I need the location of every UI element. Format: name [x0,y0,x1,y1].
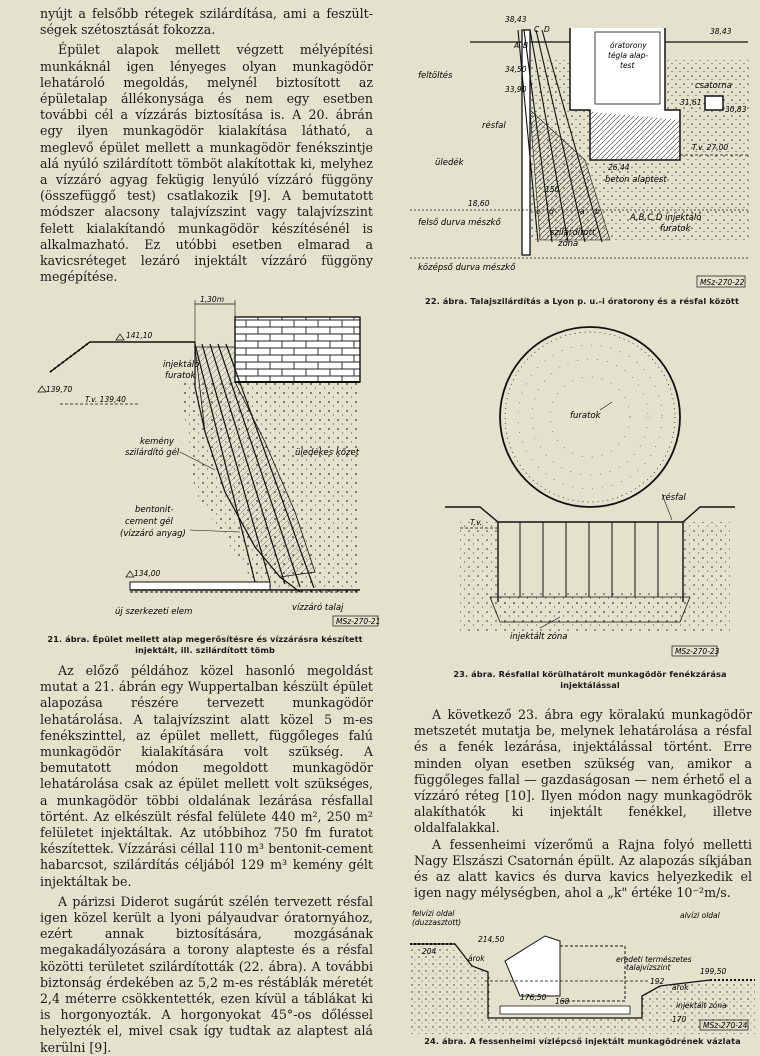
label: test [620,61,635,70]
label: d [549,207,554,216]
figure-22 [410,10,755,295]
label: B [523,41,529,50]
paragraph: A következő 23. ábra egy köralakú munkagödör metszetét mutatja be, melynek lehatárolása a résfal és a fenék lezárása, injektálással történt. Erre minden olyan esetben szükség van, amikor a függőleges fallal — gazdaságosan — nem érhető el a vízzáró réteg [10]. Ilyen módon nagy munkagödrök alakíthatók ki injektált fenékkel, illetve oldalfalakkal. [414,707,752,836]
label: C [534,25,540,34]
label: felvízi oldal [412,909,455,918]
left-bottom-text [40,663,373,1056]
label: óratorony [610,41,647,50]
label: új szerkezeti elem [115,607,193,617]
label: csatorna [695,81,732,91]
label: injektált zóna [510,632,568,642]
label: furatok [570,411,601,421]
figure-22-caption: 22. ábra. Talajszilárdítás a Lyon p. u.-i óratorony és a résfal között [425,296,739,306]
paragraph: A fessenheimi vízerőmű a Rajna folyó melletti Nagy Elszászi Csatornán épült. Az alapozás síkjában és az alatt kavics és durva kavics helyezkedik el igen nagy mélységben, ahol a „k" értéke 10⁻²m/s. [414,836,752,901]
level-label: 30,83 [725,105,747,114]
label: beton alaptest [605,175,667,185]
label: feltöltés [418,71,453,81]
label: (duzzasztott) [412,918,462,927]
label: 150 [545,185,560,194]
figure-24-caption: 24. ábra. A fessenheimi vízlépcső injektált munkagödrének vázlata [424,1036,741,1046]
level-label: 26,44 [608,163,630,172]
label: (vízzáró anyag) [120,529,186,539]
figure-21-caption: 21. ábra. Épület mellett alap megerősítésre és vízzárásra készített injektált, ill. szilárdított tömb [47,634,363,655]
label: üledék [435,158,464,168]
level-label: T.v. 139,40 [85,395,126,404]
paragraph: nyújt a felsőbb rétegek szilárdítása, ami a feszült-ségek szétosztását fokozza. [40,6,373,38]
label: eredeti természetes [616,955,692,964]
figure-code: MSz-270-22 [700,278,745,287]
label: b [595,207,600,216]
label: felső durva mészkő [418,218,501,228]
figure-23-caption: 23. ábra. Résfallal körülhatárolt munkagödör fenékzárása injektálással [453,669,727,690]
label: tégla alap- [608,51,649,60]
level-label: 192 [650,977,665,986]
label: cement gél [125,517,173,527]
label: árok [672,983,689,992]
left-top-text [40,6,373,285]
figure-21 [30,292,380,627]
label: szilárdító gél [125,448,180,458]
level-label: 176,50 [520,993,547,1002]
label: vízzáró talaj [292,603,344,613]
label: furatok [660,224,691,234]
figure-code: MSz-270-24 [703,1021,748,1030]
label: D [544,25,550,34]
label: injektált zóna [676,1001,727,1010]
figure-21-drawing [30,292,380,627]
level-label: 199,50 [700,967,727,976]
level-label: T.v. 27,00 [692,143,729,152]
label: kemény [140,437,175,447]
level-label: 141,10 [126,331,153,340]
label: A,B,C,D injektáló [630,213,702,223]
label: középső durva mészkő [418,263,516,273]
level-label: 31,61 [680,98,702,107]
right-bottom-text [414,707,752,901]
figure-23 [440,322,740,662]
figure-code: MSz-270-21 [336,617,380,626]
level-label: 168 [555,997,570,1006]
label: bentonit- [135,505,174,515]
label: A [514,41,520,50]
level-label: 34,50 [505,65,527,74]
label: a [580,207,585,216]
paragraph: A párizsi Diderot sugárút szélén tervezett résfal igen közel került a lyoni pályaudvar óratornyához, ezért annak biztosítására, mozgásának megakadályozására a torony alapteste és a résfal közötti területet szilárdították (22. ábra). A további biztonság érdekében az 5,2 m-es réstáblák méretét 2,4 méterre csökkentették, ezen kívül a táblákat ki is horgonyozták. A horgonyokat 45°-os dőléssel helyezték el, mivel csak így tudtak az alaptest alá kerülni [9]. [40,893,373,1055]
figure-24-drawing [410,906,755,1034]
level-label: 18,60 [468,199,490,208]
figure-22-drawing [410,10,755,295]
dim-label: 1,30m [200,295,225,304]
label: résfal [662,493,686,503]
level-label: 214,50 [478,935,505,944]
label: üledékes kőzet [295,448,360,458]
label: résfal [482,121,506,131]
level-label: 38,43 [710,27,732,36]
label: T.v. [470,518,483,527]
label: szilárdított [550,228,596,238]
label: talajvízszint [626,963,671,972]
paragraph: Épület alapok mellett végzett mélyépítési munkáknál igen lényeges olyan munkagödör lehatároló megoldás, melynél biztosított az épületalap állékonysága és nem egy esetben további cél a vízzárás biztosítása is. A 20. ábrán egy ilyen munkagödör kialakítása látható, a meglevő épület mellett a munkagödör fenékszintje alá nyúló szilárdított tömböt alakítottak ki, melyhez a vízzáró agyag fekügig lenyúló vízzáró függöny (összefüggő test) csatlakozik [9]. A bemutatott módszer alacsony talajvízszint vagy talajvízszint felett kialakítandó munkagödör készítésénél is alkalmazható. Ez utóbbi esetben elmarad a kavicsréteget lezáró injektált vízzáró függöny megépítése. [40,42,373,285]
level-label: 134,00 [134,569,161,578]
figure-code: MSz-270-23 [675,647,720,656]
figure-24 [410,906,755,1034]
level-label: 170 [672,1015,687,1024]
figure-23-drawing [440,322,740,662]
label: injektáló [163,360,200,370]
label: alvízi oldal [680,911,720,920]
label: zóna [558,239,579,249]
level-label: 139,70 [46,385,73,394]
level-label: 204 [422,947,437,956]
label: árok [468,954,485,963]
level-label: 38,43 [505,15,527,24]
paragraph: Az előző példához közel hasonló megoldást mutat a 21. ábrán egy Wuppertalban készült épület alapozása részére tervezett munkagödör lehatárolása. A talajvízszint alatt közel 5 m-es fenékszinttel, az épület mellett, függőleges falú munkagödör kialakítására volt szükség. A bemutatott módon megoldott munkagödör lehatárolása csak az épület mellett volt szükséges, a munkagödör többi oldalának lezárása résfallal történt. Az elkészült résfal felülete 440 m², 250 m² felületet injektáltak. Az utóbbihoz 750 fm furatot készítettek. Vízzárási céllal 110 m³ bentonit-cement habarcsot, szilárdítás céljából 129 m³ kemény gélt injektáltak be. [40,663,373,889]
label: furatok [165,371,196,381]
label: c [536,207,541,216]
level-label: 33,90 [505,85,527,94]
